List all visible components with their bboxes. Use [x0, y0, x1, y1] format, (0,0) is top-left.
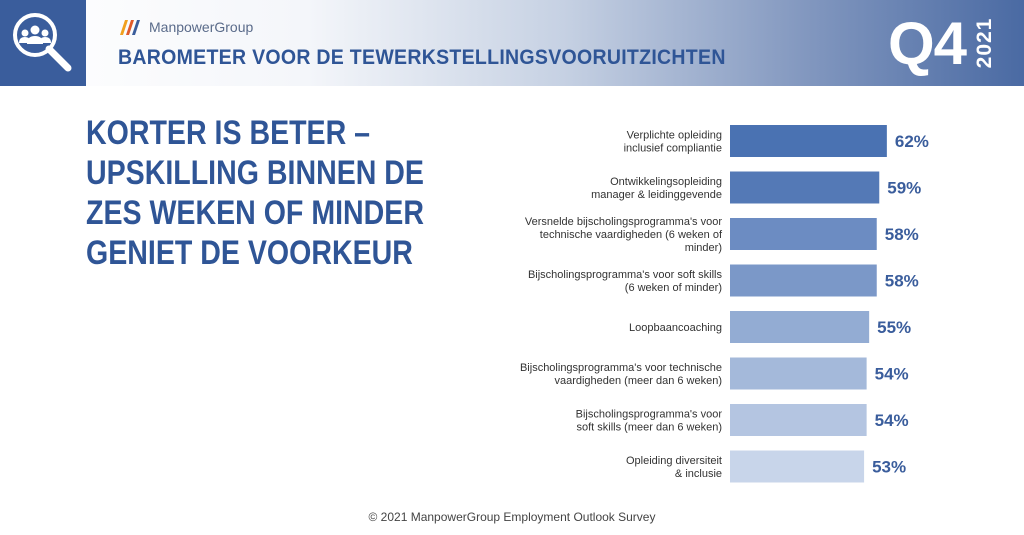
- bar-value-label: 59%: [887, 178, 922, 198]
- category-label-line: inclusief compliantie: [623, 142, 722, 155]
- category-label: [629, 322, 722, 334]
- category-label-line: Loopbaancoaching: [629, 322, 722, 334]
- category-label-line: vaardigheden (meer dan 6 weken): [554, 375, 722, 387]
- category-label-line: Versnelde bijscholingsprogramma's voor: [524, 216, 722, 228]
- headline-line: GENIET DE VOORKEUR: [86, 234, 413, 272]
- category-label-line: Opleiding diversiteit: [626, 455, 722, 467]
- category-label: [520, 362, 722, 387]
- category-label-line: (6 weken of minder): [624, 282, 722, 294]
- category-label: [624, 130, 722, 155]
- bar: [730, 172, 879, 204]
- bar-value-label: 54%: [874, 364, 909, 384]
- bar-value-label: 58%: [884, 225, 919, 244]
- category-label-line: manager & leidinggevende: [591, 189, 722, 201]
- bar-value-label: 55%: [877, 318, 912, 337]
- bar: [730, 311, 869, 343]
- quarter-label: Q4: [888, 10, 967, 77]
- category-label: [591, 176, 722, 201]
- header-title: BAROMETER VOOR DE TEWERKSTELLINGSVOORUITZICHTEN: [118, 46, 726, 69]
- year-label: 2021: [973, 17, 996, 69]
- bar: [730, 404, 867, 436]
- brand-name: ManpowerGroup: [149, 19, 254, 35]
- headline-line: KORTER IS BETER –: [86, 114, 371, 152]
- bar: [730, 265, 877, 297]
- category-label-line: Verplichte opleiding: [626, 129, 722, 142]
- headline-line: UPSKILLING BINNEN DE: [86, 154, 424, 192]
- category-label-line: Bijscholingsprogramma's voor soft skills: [527, 269, 722, 281]
- bar: [730, 358, 867, 390]
- category-label-line: minder): [684, 242, 722, 254]
- category-label: [525, 216, 723, 254]
- bar-value-label: 58%: [884, 271, 919, 291]
- bar: [730, 218, 877, 250]
- category-label: [576, 409, 723, 434]
- bar: [730, 451, 864, 483]
- bar: [730, 125, 887, 157]
- category-label-line: soft skills (meer dan 6 weken): [576, 421, 722, 434]
- footer-copyright: © 2021 ManpowerGroup Employment Outlook Survey: [368, 510, 656, 524]
- bar-value-label: 54%: [874, 411, 909, 430]
- category-label-line: technische vaardigheden (6 weken of: [539, 229, 722, 241]
- category-label-line: Bijscholingsprogramma's voor technische: [519, 362, 722, 374]
- category-label-line: & inclusie: [674, 468, 722, 480]
- bar-value-label: 53%: [872, 457, 907, 477]
- category-label-line: Ontwikkelingsopleiding: [610, 176, 722, 188]
- category-label: [626, 455, 722, 480]
- headline-line: ZES WEKEN OF MINDER: [86, 194, 424, 232]
- bar-value-label: 62%: [894, 132, 929, 151]
- category-label: [528, 269, 723, 294]
- category-label-line: Bijscholingsprogramma's voor: [575, 408, 722, 421]
